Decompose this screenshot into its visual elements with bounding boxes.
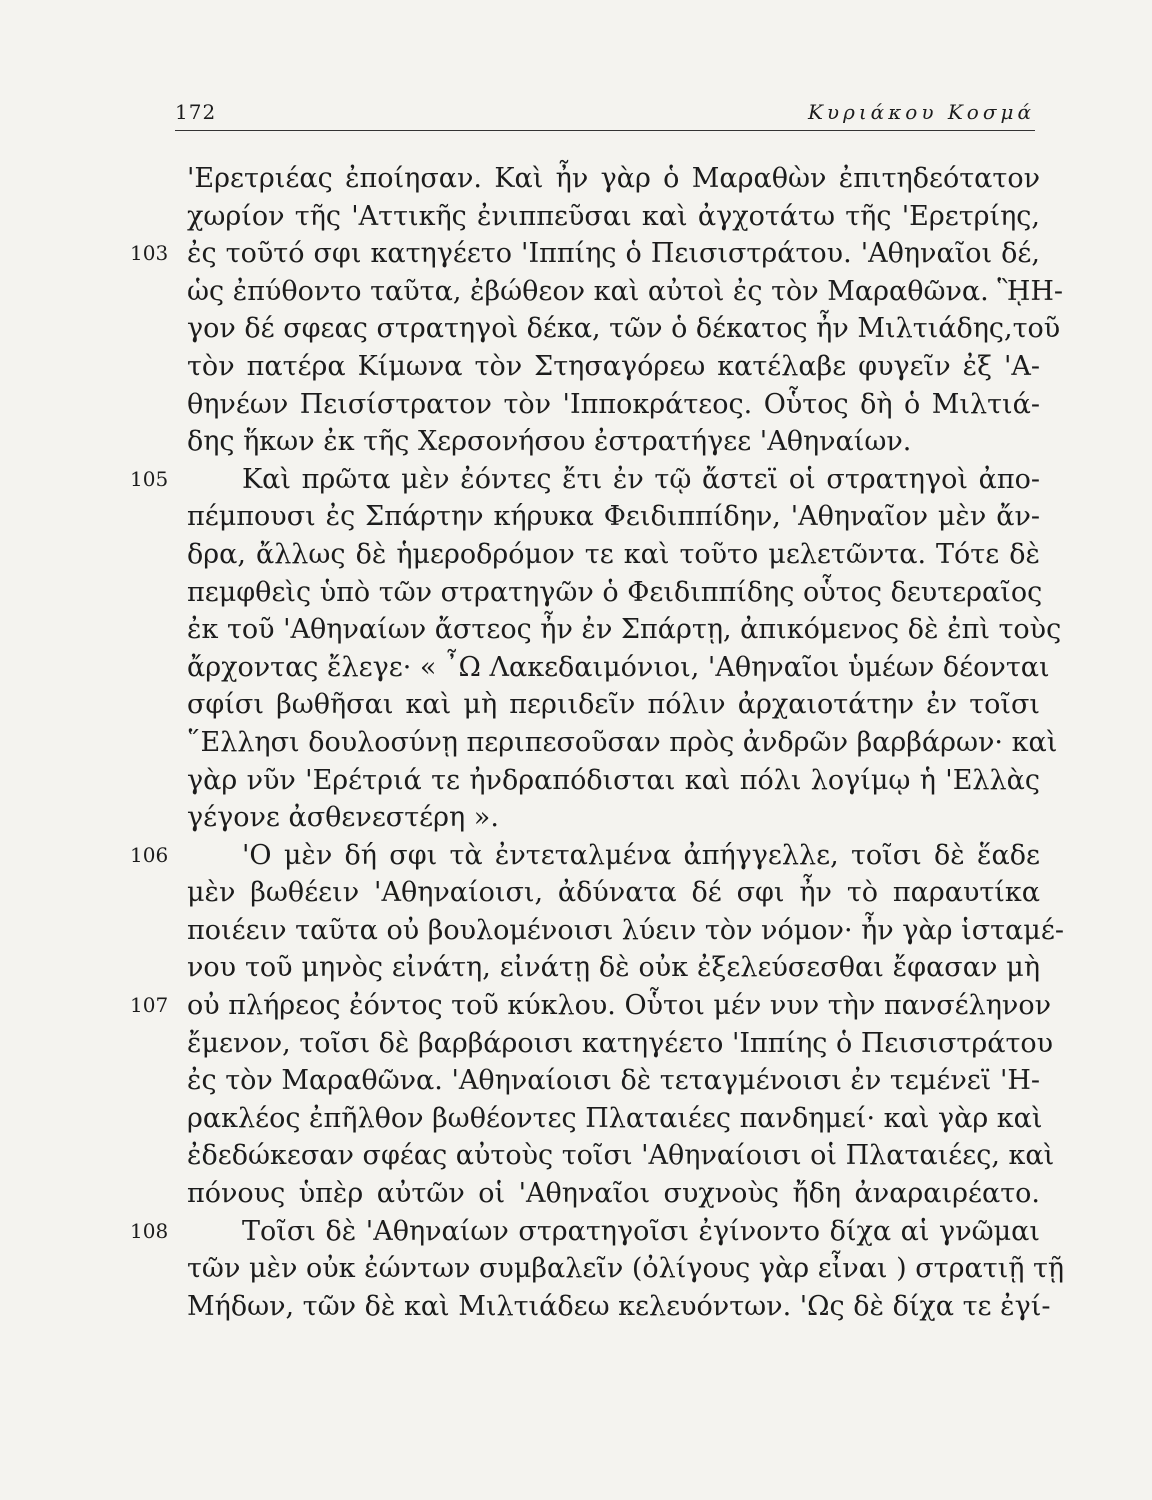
text-line bbox=[130, 987, 1052, 1025]
line-text: ἄρχοντας ἔλεγε· « ῏Ω Λακεδαιμόνιοι, 'Αθηναῖοι ὑμέων δέονται bbox=[187, 651, 1050, 683]
line-text: ἐς τοῦτό σφι κατηγέετο 'Ιππίης ὁ Πεισιστράτου. 'Αθηναῖοι δέ, bbox=[187, 238, 1040, 270]
line-text: δης ἥκων ἐκ τῆς Χερσονήσου ἐστρατήγεε 'Αθηναίων. bbox=[187, 426, 912, 458]
text-line bbox=[130, 611, 1062, 649]
line-text: θηνέων Πεισίστρατον τὸν 'Ιπποκράτεος. Οὗτος δὴ ὁ Μιλτιά- bbox=[187, 388, 1040, 420]
text-line bbox=[130, 1213, 1040, 1251]
line-text: πέμπουσι ἐς Σπάρτην κήρυκα Φειδιππίδην, 'Αθηναῖον μὲν ἄν- bbox=[187, 501, 1040, 533]
text-line bbox=[130, 799, 1040, 837]
line-text: ρακλέος ἐπῆλθον βωθέοντες Πλαταιέες πανδημεί· καὶ γὰρ καὶ bbox=[187, 1102, 1043, 1134]
line-text: σφίσι βωθῆσαι καὶ μὴ περιιδεῖν πόλιν ἀρχαιοτάτην ἐν τοῖσι bbox=[187, 689, 1040, 721]
line-text: 'Ο μὲν δή σφι τὰ ἐντεταλμένα ἀπήγγελλε, τοῖσι δὲ ἕαδε bbox=[242, 839, 1040, 871]
text-line bbox=[130, 762, 1040, 800]
text-line bbox=[130, 310, 1061, 348]
text-line bbox=[130, 912, 1064, 950]
text-line bbox=[130, 498, 1040, 536]
line-text: γον δέ σφεας στρατηγοὶ δέκα, τῶν ὁ δέκατος ἦν Μιλτιάδης,τοῦ bbox=[187, 313, 1061, 345]
line-text: μὲν βωθέειν 'Αθηναίοισι, ἀδύνατα δέ σφι ἦν τὸ παραυτίκα bbox=[187, 877, 1040, 909]
text-line bbox=[130, 1025, 1054, 1063]
line-text: ἔμενον, τοῖσι δὲ βαρβάροισι κατηγέετο 'Ιππίης ὁ Πεισιστράτου bbox=[187, 1027, 1054, 1059]
line-text: τῶν μὲν οὐκ ἐώντων συμβαλεῖν (ὀλίγους γὰρ εἶναι ) στρατιῇ τῇ bbox=[187, 1253, 1065, 1285]
line-text: γέγονε ἀσθενεστέρη ». bbox=[187, 802, 499, 834]
line-text: χωρίον τῆς 'Αττικῆς ἐνιππεῦσαι καὶ ἀγχοτάτω τῆς 'Ερετρίης, bbox=[187, 200, 1040, 232]
line-text: ῞Ελλησι δουλοσύνῃ περιπεσοῦσαν πρὸς ἀνδρῶν βαρβάρων· καὶ bbox=[187, 726, 1058, 758]
text-line bbox=[130, 461, 1040, 499]
line-text: οὐ πλήρεος ἐόντος τοῦ κύκλου. Οὗτοι μέν νυν τὴν πανσέληνον bbox=[187, 990, 1052, 1022]
line-text: 'Ερετριέας ἐποίησαν. Καὶ ἦν γὰρ ὁ Μαραθὼν ἐπιτηδεότατον bbox=[187, 163, 1040, 194]
text-line bbox=[130, 273, 1064, 311]
text-line bbox=[130, 235, 1040, 273]
text-line bbox=[130, 949, 1040, 987]
text-line bbox=[130, 348, 1040, 386]
line-number: 105 bbox=[130, 466, 169, 491]
page-number: 172 bbox=[175, 100, 217, 124]
text-line bbox=[130, 1100, 1043, 1138]
line-text: γὰρ νῦν 'Ερέτριά τε ἠνδραπόδισται καὶ πόλι λογίμῳ ἡ 'Ελλὰς bbox=[187, 764, 1040, 796]
text-line bbox=[130, 1250, 1065, 1288]
page-header bbox=[175, 96, 1035, 131]
text-line bbox=[130, 574, 1043, 612]
text-line bbox=[130, 1137, 1055, 1175]
line-text: ἐκ τοῦ 'Αθηναίων ἄστεος ἦν ἐν Σπάρτῃ, ἀπικόμενος δὲ ἐπὶ τοὺς bbox=[187, 614, 1062, 646]
text-line bbox=[130, 386, 1040, 424]
line-text: ἐδεδώκεσαν σφέας αὐτοὺς τοῖσι 'Αθηναίοισι οἱ Πλαταιέες, καὶ bbox=[187, 1140, 1055, 1172]
text-line bbox=[130, 536, 1040, 574]
line-number: 106 bbox=[130, 842, 169, 867]
line-text: Καὶ πρῶτα μὲν ἐόντες ἔτι ἐν τῷ ἄστεϊ οἱ στρατηγοὶ ἀπο- bbox=[242, 463, 1040, 495]
line-text: ὡς ἐπύθοντο ταῦτα, ἐβώθεον καὶ αὐτοὶ ἐς τὸν Μαραθῶνα. ᾛΗ- bbox=[187, 275, 1064, 307]
line-text: πόνους ὑπὲρ αὐτῶν οἱ 'Αθηναῖοι συχνοὺς ἤδη ἀναραιρέατο. bbox=[187, 1178, 1040, 1210]
text-line bbox=[130, 160, 1040, 198]
line-text: ποιέειν ταῦτα οὐ βουλομένοισι λύειν τὸν νόμον· ἦν γὰρ ἱσταμέ- bbox=[187, 914, 1064, 946]
text-line bbox=[130, 1062, 1040, 1100]
text-line bbox=[130, 686, 1040, 724]
line-number: 107 bbox=[130, 993, 169, 1018]
text-line bbox=[130, 423, 1040, 461]
text-line bbox=[130, 198, 1040, 236]
line-text: δρα, ἄλλως δὲ ἡμεροδρόμον τε καὶ τοῦτο μελετῶντα. Τότε δὲ bbox=[187, 538, 1040, 570]
line-text: νου τοῦ μηνὸς εἰνάτη, εἰνάτῃ δὲ οὐκ ἐξελεύσεσθαι ἔφασαν μὴ bbox=[187, 952, 1040, 984]
text-line bbox=[130, 1288, 1051, 1326]
text-line bbox=[130, 1175, 1040, 1213]
text-line bbox=[130, 724, 1058, 762]
text-line bbox=[130, 649, 1050, 687]
line-text: τὸν πατέρα Κίμωνα τὸν Στησαγόρεω κατέλαβε φυγεῖν ἐξ 'Α- bbox=[187, 350, 1040, 382]
text-line bbox=[130, 874, 1040, 912]
body-text bbox=[130, 160, 1065, 1325]
line-number: 103 bbox=[130, 241, 169, 266]
line-text: πεμφθεὶς ὑπὸ τῶν στρατηγῶν ὁ Φειδιππίδης οὗτος δευτεραῖος bbox=[187, 576, 1043, 608]
running-head: Κυριάκου Κοσμά bbox=[807, 100, 1035, 124]
line-text: ἐς τὸν Μαραθῶνα. 'Αθηναίοισι δὲ τεταγμένοισι ἐν τεμένεϊ 'Η- bbox=[187, 1065, 1041, 1097]
line-number: 108 bbox=[130, 1218, 169, 1243]
text-line bbox=[130, 837, 1040, 875]
line-text: Μήδων, τῶν δὲ καὶ Μιλτιάδεω κελευόντων. 'Ως δὲ δίχα τε ἐγί- bbox=[187, 1290, 1051, 1322]
line-text: Τοῖσι δὲ 'Αθηναίων στρατηγοῖσι ἐγίνοντο δίχα αἱ γνῶμαι bbox=[242, 1215, 1040, 1247]
